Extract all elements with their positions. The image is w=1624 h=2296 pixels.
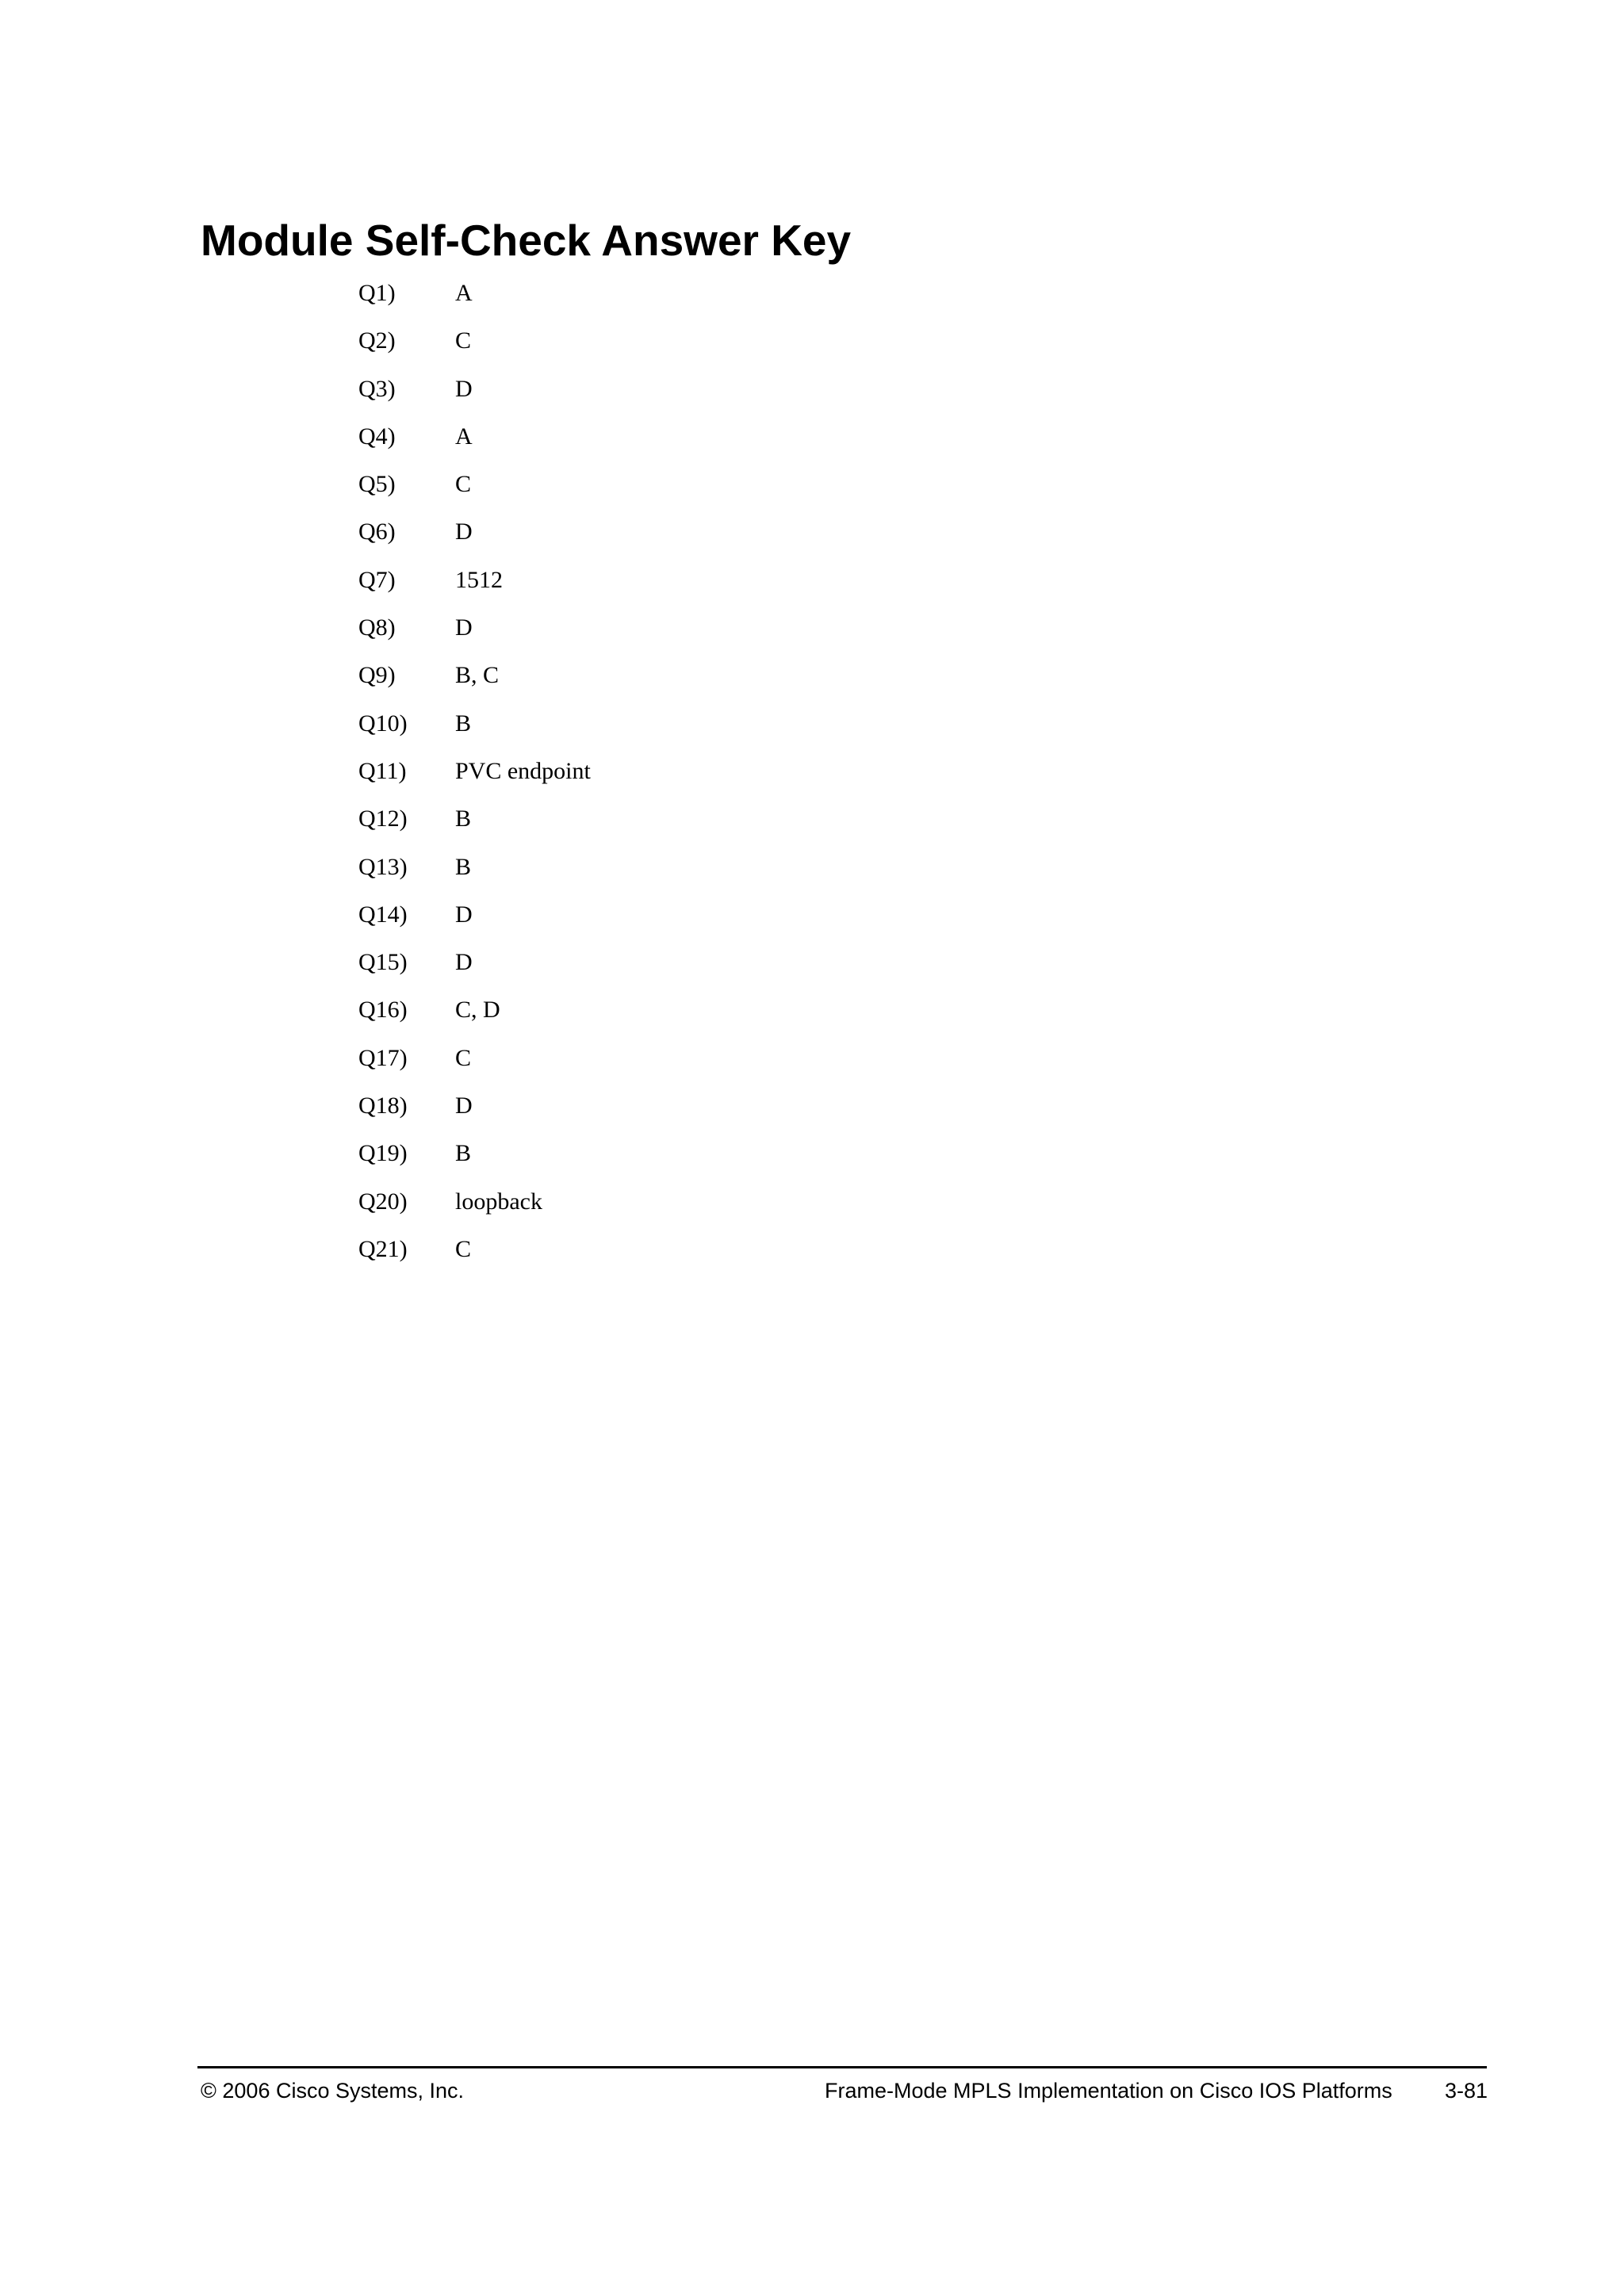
question-number: Q1)	[358, 280, 396, 306]
footer-page-number: 3-81	[1445, 2079, 1488, 2103]
question-number: Q12)	[358, 806, 408, 832]
answer-row	[358, 270, 591, 317]
answer-row	[358, 365, 591, 413]
answer-value: B	[455, 710, 472, 737]
question-number: Q16)	[358, 997, 408, 1024]
question-number: Q10)	[358, 710, 408, 737]
answer-row	[358, 700, 591, 748]
question-number: Q18)	[358, 1093, 408, 1119]
question-number: Q13)	[358, 853, 408, 880]
answer-value: D	[455, 901, 473, 928]
answer-value: C	[455, 1235, 472, 1262]
answer-value: D	[455, 1093, 473, 1119]
answer-value: D	[455, 614, 473, 641]
answer-row	[358, 317, 591, 365]
answer-value: A	[455, 280, 473, 306]
answer-row	[358, 1178, 591, 1226]
answer-row	[358, 1035, 591, 1082]
answer-value: C, D	[455, 997, 500, 1024]
answer-value: D	[455, 949, 473, 976]
answer-value: 1512	[455, 566, 503, 593]
answer-row	[358, 557, 591, 604]
answer-value: D	[455, 375, 473, 402]
question-number: Q14)	[358, 901, 408, 928]
answer-row	[358, 1130, 591, 1177]
question-number: Q19)	[358, 1140, 408, 1167]
answer-row	[358, 508, 591, 556]
answer-value: B, C	[455, 662, 500, 689]
page-title: Module Self-Check Answer Key	[201, 216, 852, 265]
answer-row	[358, 795, 591, 843]
answer-value: B	[455, 1140, 472, 1167]
answer-list	[358, 270, 591, 1273]
answer-row	[358, 891, 591, 939]
answer-row	[358, 748, 591, 795]
answer-row	[358, 461, 591, 508]
answer-value: B	[455, 853, 472, 880]
answer-value: A	[455, 423, 473, 450]
question-number: Q4)	[358, 423, 396, 450]
answer-row	[358, 1226, 591, 1273]
answer-row	[358, 1082, 591, 1130]
answer-value: D	[455, 519, 473, 545]
answer-row	[358, 844, 591, 891]
footer-copyright: © 2006 Cisco Systems, Inc.	[201, 2079, 465, 2103]
answer-row	[358, 413, 591, 461]
question-number: Q8)	[358, 614, 396, 641]
answer-value: B	[455, 806, 472, 832]
answer-value: C	[455, 1044, 472, 1071]
question-number: Q6)	[358, 519, 396, 545]
question-number: Q2)	[358, 327, 396, 354]
answer-value: C	[455, 327, 472, 354]
answer-value: C	[455, 471, 472, 498]
question-number: Q21)	[358, 1235, 408, 1262]
answer-row	[358, 652, 591, 699]
question-number: Q3)	[358, 375, 396, 402]
answer-value: PVC endpoint	[455, 757, 591, 784]
question-number: Q9)	[358, 662, 396, 689]
footer-course-title: Frame-Mode MPLS Implementation on Cisco IOS Platforms	[825, 2079, 1392, 2103]
question-number: Q20)	[358, 1188, 408, 1215]
question-number: Q11)	[358, 757, 407, 784]
answer-row	[358, 604, 591, 652]
question-number: Q15)	[358, 949, 408, 976]
question-number: Q17)	[358, 1044, 408, 1071]
answer-row	[358, 939, 591, 986]
answer-value: loopback	[455, 1188, 542, 1215]
answer-row	[358, 986, 591, 1034]
footer-divider	[197, 2066, 1487, 2068]
question-number: Q5)	[358, 471, 396, 498]
question-number: Q7)	[358, 566, 396, 593]
